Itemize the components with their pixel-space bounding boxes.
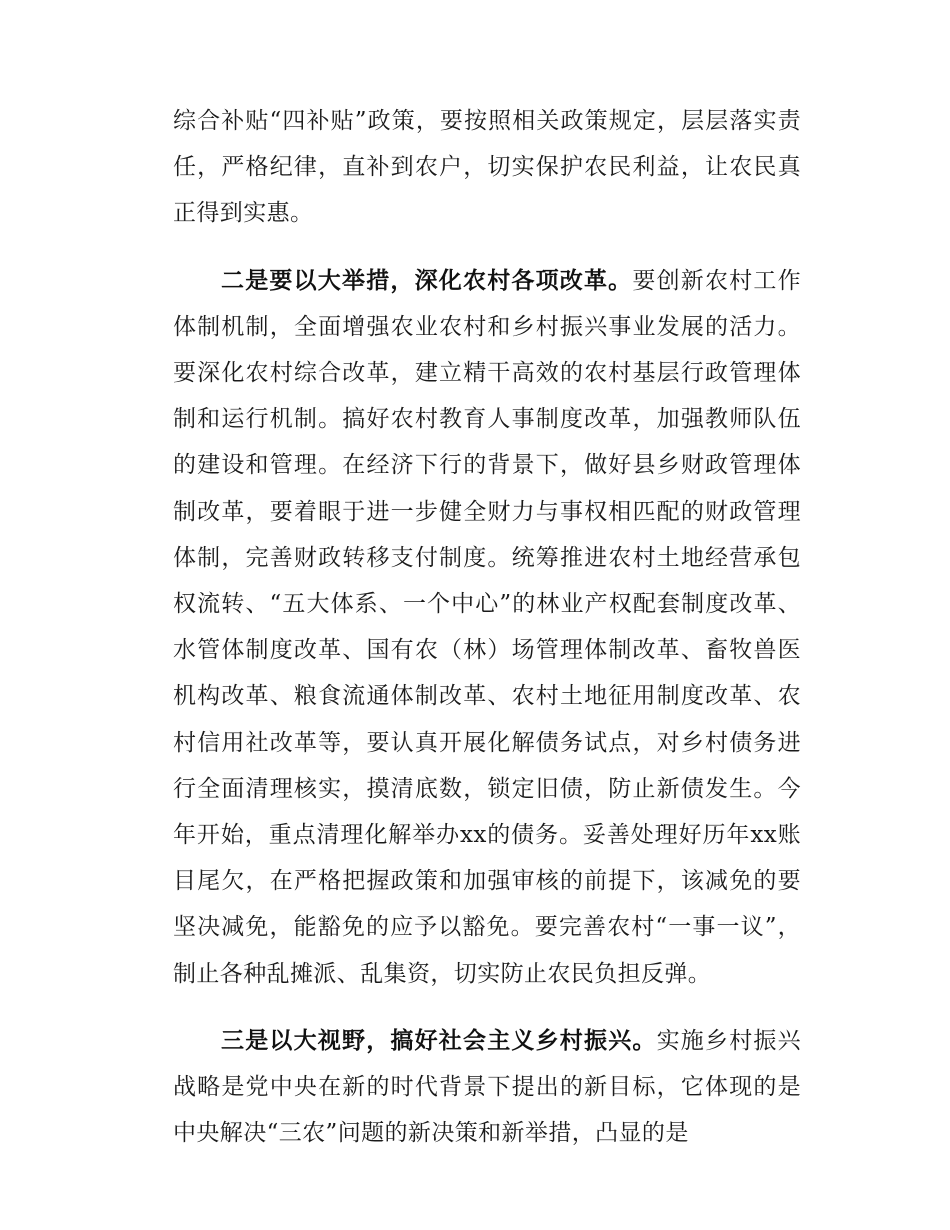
paragraph-1-text: 综合补贴“四补贴”政策，要按照相关政策规定，层层落实责任，严格纪律，直补到农户，切实保护农民利益，让农民真正得到实惠。 bbox=[173, 108, 801, 227]
paragraph-3 bbox=[173, 1018, 801, 1157]
paragraph-1 bbox=[173, 98, 801, 237]
paragraph-2-heading: 二是要以大举措，深化农村各项改革。 bbox=[221, 267, 633, 294]
paragraph-2 bbox=[173, 258, 801, 997]
paragraph-3-text: 实施乡村振兴战略是党中央在新的时代背景下提出的新目标，它体现的是中央解决“三农”问题的新决策和新举措，凸显的是 bbox=[173, 1027, 801, 1147]
paragraph-3-heading: 三是以大视野，搞好社会主义乡村振兴。 bbox=[221, 1027, 657, 1054]
document-body bbox=[173, 98, 801, 1156]
paragraph-2-text: 要创新农村工作体制机制，全面增强农业农村和乡村振兴事业发展的活力。要深化农村综合改革，建立精干高效的农村基层行政管理体制和运行机制。搞好农村教育人事制度改革，加强教师队伍的建设和管理。在经济下行的背景下，做好县乡财政管理体制改革，要着眼于进一步健全财力与事权相匹配的财政管理体制，完善财政转移支付制度。统筹推进农村土地经营承包权流转、“五大体系、一个中心”的林业产权配套制度改革、水管体制度改革、国有农（林）场管理体制改革、畜牧兽医机构改革、粮食流通体制改革、农村土地征用制度改革、农村信用社改革等，要认真开展化解债务试点，对乡村债务进行全面清理核实，摸清底数，锁定旧债，防止新债发生。今年开始，重点清理化解举办xx的债务。妥善处理好历年xx账目尾欠，在严格把握政策和加强审核的前提下，该减免的要坚决减免，能豁免的应予以豁免。要完善农村“一事一议”，制止各种乱摊派、乱集资，切实防止农民负担反弹。 bbox=[173, 267, 801, 987]
